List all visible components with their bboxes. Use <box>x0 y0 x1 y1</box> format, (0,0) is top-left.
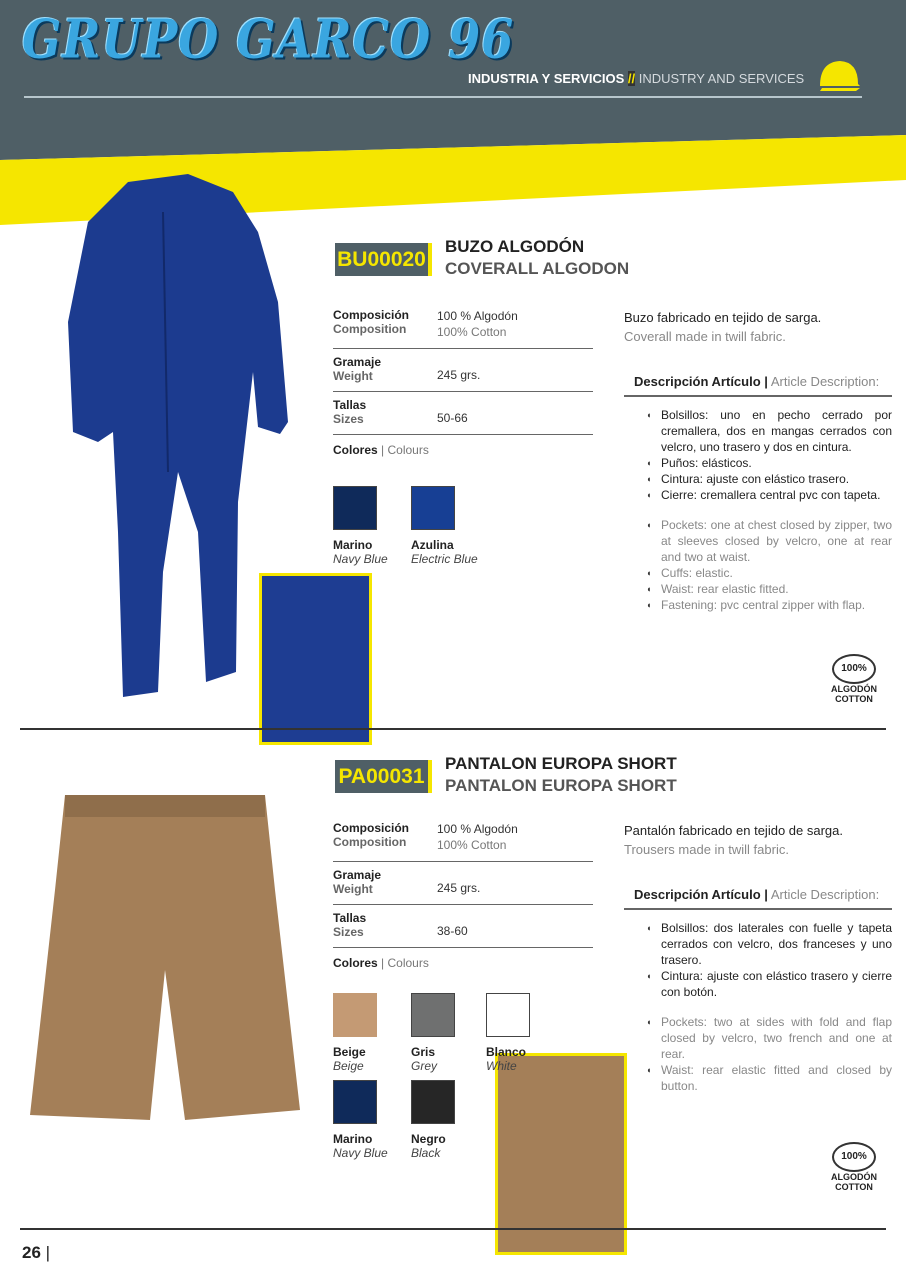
product-title-es: PANTALON EUROPA SHORT <box>445 754 677 773</box>
label: | <box>764 374 768 389</box>
cotton-icon: 100% <box>832 654 876 684</box>
summary-es: Buzo fabricado en tejido de sarga. <box>624 310 822 325</box>
colour-swatch <box>411 993 455 1073</box>
spec-weight <box>333 349 593 392</box>
feature: ◖ Waist: rear elastic fitted. <box>652 581 892 597</box>
cotton-100-badge <box>822 1142 886 1192</box>
label: Sizes <box>333 925 364 939</box>
spec-table <box>333 815 593 970</box>
label: Composición <box>333 308 410 322</box>
spec-sizes <box>333 905 593 948</box>
colour-name: Marino <box>333 538 373 552</box>
value: 100 % Algodón <box>437 309 518 323</box>
value: 100 % Algodón <box>437 822 518 836</box>
colour-name-en: Grey <box>411 1059 438 1073</box>
label: Composition <box>333 835 407 849</box>
tagline-sep: // <box>627 71 636 86</box>
feature: ◖ Cuffs: elastic. <box>652 565 892 581</box>
colour-name: Azulina <box>411 538 454 552</box>
spec-table <box>333 302 593 457</box>
label: Composition <box>333 322 407 336</box>
swatch-box <box>411 1080 455 1124</box>
label: Colores <box>333 443 378 457</box>
label: Gramaje <box>333 355 382 369</box>
product-title-en: PANTALON EUROPA SHORT <box>445 776 677 795</box>
colours-heading <box>333 956 593 970</box>
label: Sizes <box>333 412 364 426</box>
page-number-text: 26 <box>22 1243 41 1262</box>
colour-name-en: Navy Blue <box>333 1146 388 1160</box>
page-number: 26 | <box>22 1243 51 1262</box>
colours-heading <box>333 443 593 457</box>
label: ALGODÓN <box>831 684 877 694</box>
colour-name-en: Electric Blue <box>411 552 478 566</box>
value: 245 grs. <box>437 368 481 382</box>
feature: ◖ Bolsillos: uno en pecho cerrado por cremallera, dos en mangas cerrados con velcro, uno trasero y dos en cintura. <box>652 407 892 455</box>
hard-hat-icon <box>816 58 862 92</box>
label: Tallas <box>333 911 367 925</box>
description-heading <box>624 887 892 910</box>
feature: ◖ Cintura: ajuste con elástico trasero. <box>652 471 892 487</box>
section-divider <box>20 728 886 730</box>
label: | <box>381 443 385 457</box>
colour-name-en: White <box>486 1059 517 1073</box>
summary-en: Trousers made in twill fabric. <box>624 842 789 857</box>
value: 50-66 <box>437 411 468 425</box>
colour-swatch <box>411 486 478 566</box>
cotton-icon: 100% <box>832 1142 876 1172</box>
colour-name: Blanco <box>486 1045 527 1059</box>
footer-divider <box>20 1228 886 1230</box>
product-title-es: BUZO ALGODÓN <box>445 237 585 256</box>
feature: ◖ Fastening: pvc central zipper with flap. <box>652 597 892 613</box>
label: Article Description: <box>770 887 880 902</box>
spec-composition <box>333 815 593 862</box>
label: Colours <box>387 443 429 457</box>
coverall-photo <box>58 172 293 707</box>
label: Colores <box>333 956 378 970</box>
header-divider <box>24 96 862 98</box>
value: 100% Cotton <box>437 325 507 339</box>
label: Gramaje <box>333 868 382 882</box>
feature: ◖ Waist: rear elastic fitted and closed by button. <box>652 1062 892 1094</box>
summary-en: Coverall made in twill fabric. <box>624 329 786 344</box>
label: | <box>381 956 385 970</box>
summary-es: Pantalón fabricado en tejido de sarga. <box>624 823 843 838</box>
colour-name-en: Navy Blue <box>333 552 388 566</box>
features-es <box>652 920 892 1000</box>
coverall-detail-photo <box>259 573 372 745</box>
feature: ◖ Bolsillos: dos laterales con fuelle y tapeta cerrados con velcro, dos franceses y uno trasero. <box>652 920 892 968</box>
swatch-box <box>333 993 377 1037</box>
spec-composition <box>333 302 593 349</box>
value: 245 grs. <box>437 881 481 895</box>
colour-name-en: Black <box>411 1146 441 1160</box>
tagline-en: INDUSTRY AND SERVICES <box>638 71 805 86</box>
label: Descripción Artículo <box>634 887 761 902</box>
colour-name-en: Beige <box>333 1059 364 1073</box>
description-heading <box>624 374 892 397</box>
colour-swatch <box>411 1080 455 1160</box>
label: Descripción Artículo <box>634 374 761 389</box>
colour-swatch <box>486 993 530 1073</box>
colour-name: Beige <box>333 1045 366 1059</box>
label: Tallas <box>333 398 367 412</box>
feature: ◖ Cierre: cremallera central pvc con tapeta. <box>652 487 892 503</box>
label: Weight <box>333 369 373 383</box>
label: Composición <box>333 821 410 835</box>
product-description <box>624 823 892 1094</box>
feature: ◖ Pockets: two at sides with fold and flap closed by velcro, two french and one at rear. <box>652 1014 892 1062</box>
features-en <box>652 1014 892 1094</box>
feature: ◖ Cintura: ajuste con elástico trasero y cierre con botón. <box>652 968 892 1000</box>
spec-sizes <box>333 392 593 435</box>
label: Weight <box>333 882 373 896</box>
label: ALGODÓN <box>831 1172 877 1182</box>
colour-swatch <box>333 1080 388 1160</box>
features-en <box>652 517 892 613</box>
colour-name: Gris <box>411 1045 436 1059</box>
feature: ◖ Pockets: one at chest closed by zipper, two at sleeves closed by velcro, one at rear and two at waist. <box>652 517 892 565</box>
features-es <box>652 407 892 503</box>
label: | <box>764 887 768 902</box>
label: Colours <box>387 956 429 970</box>
spec-weight <box>333 862 593 905</box>
swatch-box <box>411 993 455 1037</box>
feature: ◖ Puños: elásticos. <box>652 455 892 471</box>
swatch-box <box>333 1080 377 1124</box>
shorts-detail-photo <box>495 1053 627 1255</box>
brand-logo: GRUPO GARCO 96 <box>22 7 515 71</box>
product-code-badge: PA00031 <box>335 760 432 793</box>
shorts-photo <box>25 790 303 1125</box>
colour-name: Negro <box>411 1132 446 1146</box>
colour-name: Marino <box>333 1132 373 1146</box>
colour-swatch <box>333 486 388 566</box>
product-code-badge: BU00020 <box>335 243 432 276</box>
label: COTTON <box>835 694 873 704</box>
value: 38-60 <box>437 924 468 938</box>
tagline-es: INDUSTRIA Y SERVICIOS <box>468 71 625 86</box>
tagline <box>468 71 804 86</box>
product-description <box>624 310 892 613</box>
cotton-100-badge <box>822 654 886 704</box>
swatch-box <box>411 486 455 530</box>
swatch-box <box>333 486 377 530</box>
product-title-en: COVERALL ALGODON <box>445 259 630 278</box>
colour-swatch <box>333 993 377 1073</box>
value: 100% Cotton <box>437 838 507 852</box>
swatch-box <box>486 993 530 1037</box>
label: Article Description: <box>770 374 880 389</box>
label: COTTON <box>835 1182 873 1192</box>
